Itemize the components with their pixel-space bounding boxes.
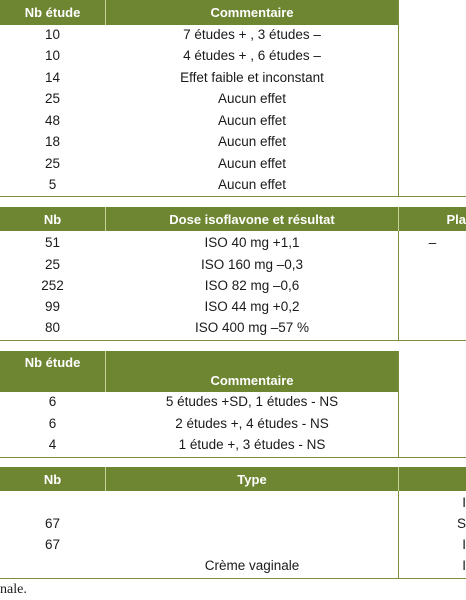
table-cell: 6: [48, 416, 57, 431]
header-cell: Pla: [446, 211, 466, 227]
table-cell: 5 études +SD, 1 études - NS: [165, 394, 339, 409]
table-1-header: [0, 0, 398, 25]
table-cell: 67: [44, 537, 61, 552]
table-cell: [0, 492, 105, 514]
header-cell: Type: [237, 471, 267, 487]
table-cell: 252: [41, 278, 64, 293]
table-cell: 5: [48, 177, 57, 192]
table-cell: Aucun effet: [217, 156, 287, 171]
header-cell: Commentaire: [210, 5, 294, 20]
table-cell: Effet faible et inconstant: [180, 70, 324, 85]
table-cell: 14: [44, 70, 61, 85]
header-cell: Dose isoflavone et résultat: [169, 211, 335, 227]
table-2: [0, 207, 466, 341]
table-cell: I: [462, 558, 466, 573]
table-cell: Aucun effet: [217, 91, 287, 106]
header-cell: Nb étude: [24, 355, 81, 370]
table-cell: 25: [44, 257, 61, 272]
table-cell: Crème vaginale: [204, 558, 300, 573]
table-cell: Aucun effet: [217, 134, 287, 149]
table-cell: ISO 82 mg –0,6: [204, 278, 300, 293]
table-cell: Aucun effet: [217, 113, 287, 128]
table-cell: 99: [44, 299, 61, 314]
table-cell: 18: [44, 134, 61, 149]
table-cell: 7 études + , 3 études –: [183, 27, 321, 42]
header-cell: [399, 467, 466, 491]
table-cell: 4 études + , 6 études –: [183, 48, 321, 63]
table-cell: [106, 534, 398, 556]
table-cell: I: [462, 495, 466, 510]
table-cell: ISO 400 mg –57 %: [194, 320, 310, 335]
table-cell: ISO 40 mg +1,1: [204, 235, 300, 250]
table-cell: 6: [48, 394, 57, 409]
table-1: [0, 0, 466, 197]
table-cell: [106, 513, 398, 535]
table-cell: ISO 44 mg +0,2: [204, 299, 300, 314]
table-cell: 67: [44, 516, 61, 531]
table-4-header: [0, 467, 466, 491]
caption-text: nale.: [0, 582, 27, 597]
table-cell: 80: [44, 320, 61, 335]
table-cell: 25: [44, 91, 61, 106]
table-cell: S: [456, 516, 466, 531]
table-cell: 1 étude +, 3 études - NS: [178, 437, 326, 452]
table-cell: [0, 555, 105, 577]
table-cell: 10: [44, 48, 61, 63]
table-cell: I: [462, 537, 466, 552]
header-cell: Nb: [43, 471, 62, 487]
table-2-header: [0, 207, 466, 231]
header-cell: Commentaire: [210, 373, 294, 388]
table-cell: 25: [44, 156, 61, 171]
table-cell: 48: [44, 113, 61, 128]
table-cell: 4: [48, 437, 57, 452]
table-cell: Aucun effet: [217, 177, 287, 192]
table-cell: 2 études +, 4 études - NS: [175, 416, 329, 431]
table-cell: ISO 160 mg –0,3: [200, 257, 304, 272]
table-3: [0, 351, 466, 458]
table-cell: 51: [44, 235, 61, 250]
table-4: [0, 467, 466, 579]
table-3-header: [0, 351, 398, 392]
header-cell: Nb: [43, 211, 62, 227]
table-cell: [106, 492, 398, 514]
table-cell: 10: [44, 27, 61, 42]
table-cell: –: [428, 235, 437, 250]
header-cell: Nb étude: [24, 5, 81, 20]
